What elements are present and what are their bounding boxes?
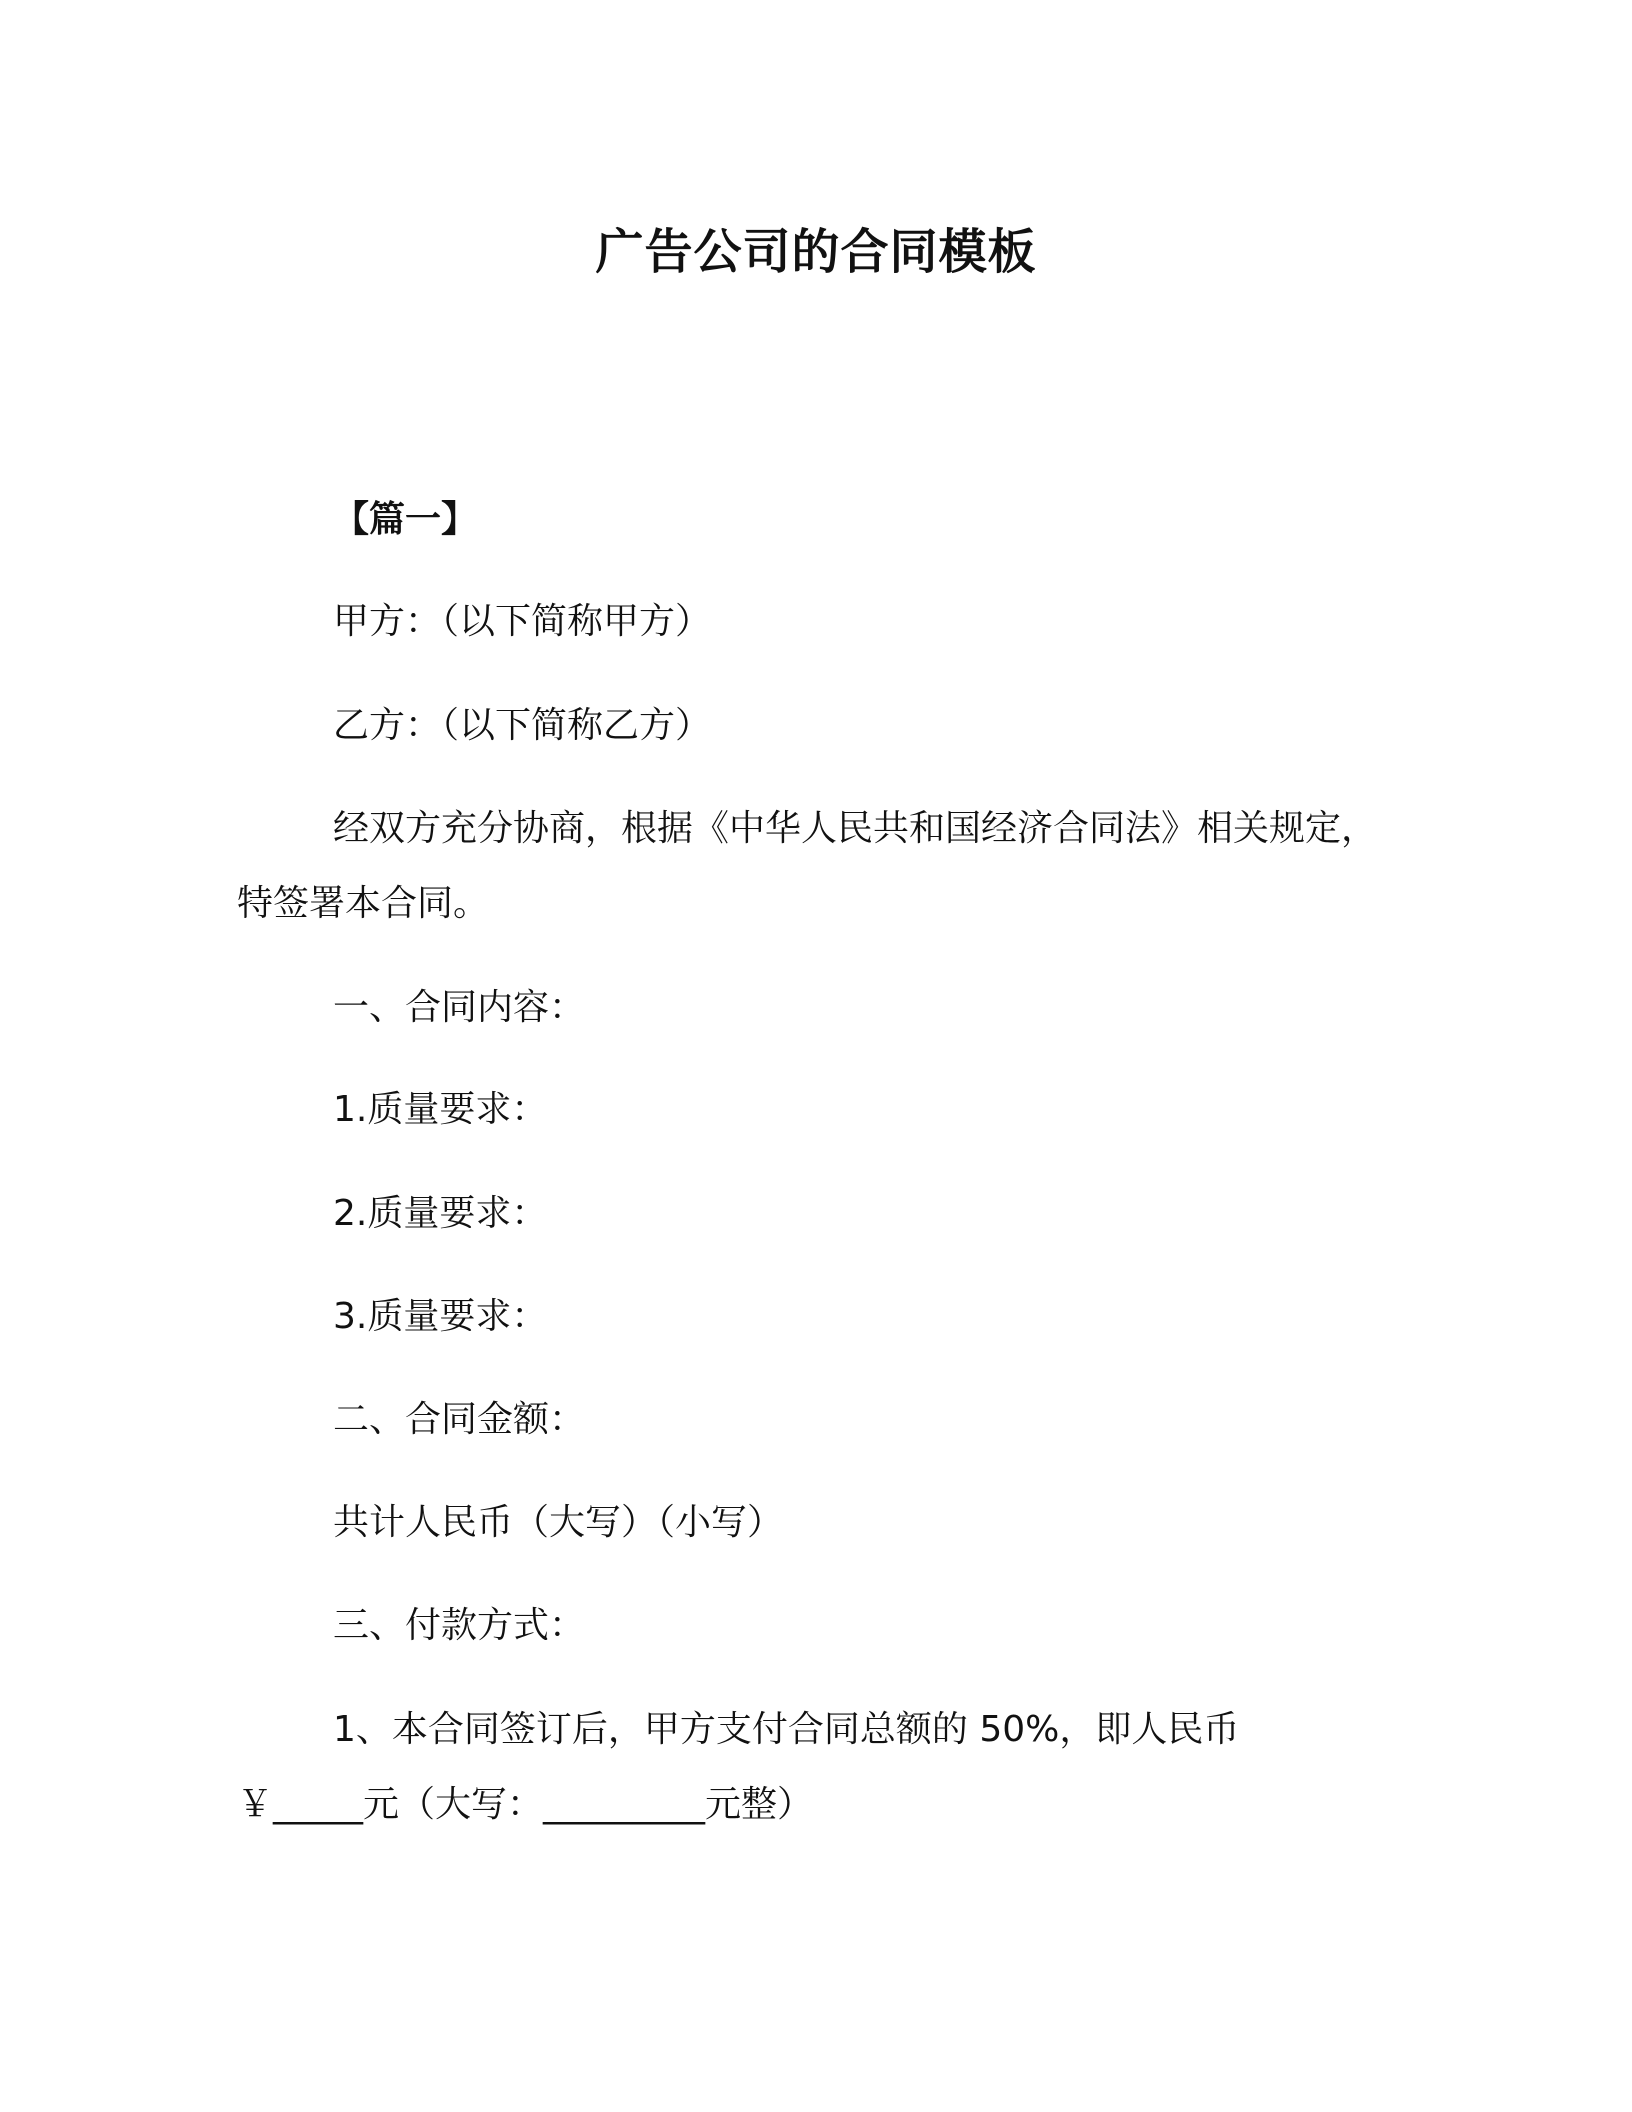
preamble-line-1: 经双方充分协商，根据《中华人民共和国经济合同法》相关规定， [333, 808, 1378, 849]
clause-2-heading: 二、合同金额： [333, 1399, 586, 1440]
party-a-line: 甲方：（以下简称甲方） [333, 601, 712, 642]
quality-requirement-2: 2.质量要求： [333, 1193, 548, 1234]
quality-requirement-1: 1.质量要求： [333, 1089, 548, 1130]
party-b-line: 乙方：（以下简称乙方） [333, 705, 712, 746]
amount-line: 共计人民币（大写）（小写） [333, 1502, 784, 1543]
section-label: 【篇一】 [333, 499, 478, 540]
preamble-line-2: 特签署本合同。 [237, 883, 490, 924]
payment-line-2: ￥_____元（大写：_________元整） [237, 1784, 814, 1825]
document-title: 广告公司的合同模板 [595, 224, 1037, 280]
quality-requirement-3: 3.质量要求： [333, 1296, 548, 1337]
payment-line-1: 1、本合同签订后，甲方支付合同总额的 50%，即人民币 [333, 1709, 1240, 1750]
clause-3-heading: 三、付款方式： [333, 1605, 586, 1646]
clause-1-heading: 一、合同内容： [333, 987, 586, 1028]
